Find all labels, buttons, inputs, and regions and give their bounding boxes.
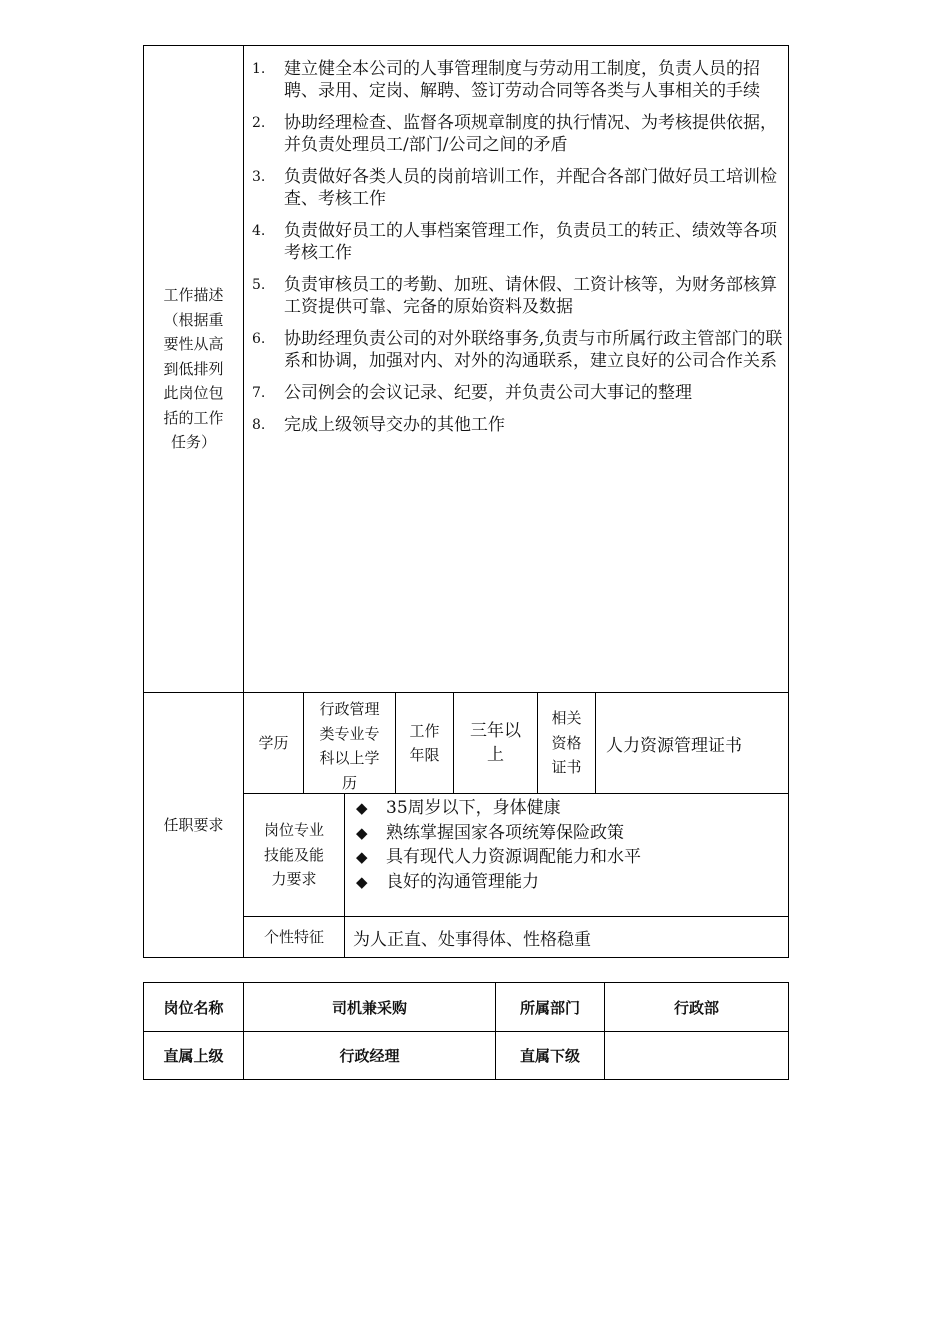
superior-value: 行政经理 xyxy=(339,1047,400,1065)
duties-list xyxy=(250,58,785,446)
position-name-value: 司机兼采购 xyxy=(331,998,407,1017)
education-label: 学历 xyxy=(258,734,289,752)
education-value: 行政管理 类专业专 科以上学 历 xyxy=(319,700,380,792)
list-item: 2. 协助经理检查、监督各项规章制度的执行情况、为考核提供依据，并负责处理员工/部门/公司之间的矛盾 xyxy=(252,113,777,155)
list-item: ◆ 35周岁以下，身体健康 xyxy=(356,796,641,821)
list-item: 5. 负责审核员工的考勤、加班、请休假、工资计核等，为财务部核算工资提供可靠、完备的原始资料及数据 xyxy=(252,275,777,317)
list-item: ◆ 良好的沟通管理能力 xyxy=(356,870,641,895)
personality-value: 为人正直、处事得体、性格稳重 xyxy=(353,929,591,950)
position-name-label: 岗位名称 xyxy=(163,998,224,1017)
superior-label: 直属上级 xyxy=(163,1047,224,1065)
subordinate-value xyxy=(605,1032,788,1079)
skills-list xyxy=(356,796,641,894)
list-item: 8. 完成上级领导交办的其他工作 xyxy=(252,415,505,435)
list-item: ◆ 熟练掌握国家各项统筹保险政策 xyxy=(356,821,641,846)
job-description-label: 工作描述 （根据重 要性从高 到低排列 此岗位包 括的工作 任务） xyxy=(163,286,224,452)
diamond-bullet-icon: ◆ xyxy=(356,848,368,866)
certificate-label: 相关 资格 证书 xyxy=(551,709,582,777)
list-item: 6. 协助经理负责公司的对外联络事务,负责与市所属行政主管部门的联系和协调，加强对内、对外的沟通联系，建立良好的公司合作关系 xyxy=(252,329,783,371)
list-item: 7. 公司例会的会议记录、纪要，并负责公司大事记的整理 xyxy=(252,383,692,403)
skills-label: 岗位专业 技能及能 力要求 xyxy=(263,821,324,889)
list-item: 4. 负责做好员工的人事档案管理工作，负责员工的转正、绩效等各项考核工作 xyxy=(252,221,777,263)
list-item: 3. 负责做好各类人员的岗前培训工作，并配合各部门做好员工培训检查、考核工作 xyxy=(252,167,777,209)
list-item: 1. 建立健全本公司的人事管理制度与劳动用工制度，负责人员的招聘、录用、定岗、解聘、签订劳动合同等各类与人事相关的手续 xyxy=(252,59,760,101)
diamond-bullet-icon: ◆ xyxy=(356,872,368,891)
subordinate-label: 直属下级 xyxy=(519,1047,580,1065)
work-years-value: 三年以 上 xyxy=(470,721,521,765)
personality-label: 个性特征 xyxy=(263,928,324,946)
diamond-bullet-icon: ◆ xyxy=(356,823,368,842)
requirements-label: 任职要求 xyxy=(163,816,224,834)
department-value: 行政部 xyxy=(673,998,719,1017)
list-item: ◆ 具有现代人力资源调配能力和水平 xyxy=(356,845,641,870)
certificate-value: 人力资源管理证书 xyxy=(606,735,742,756)
diamond-bullet-icon: ◆ xyxy=(356,799,368,817)
work-years-label: 工作 年限 xyxy=(409,721,440,764)
department-label: 所属部门 xyxy=(519,998,580,1017)
